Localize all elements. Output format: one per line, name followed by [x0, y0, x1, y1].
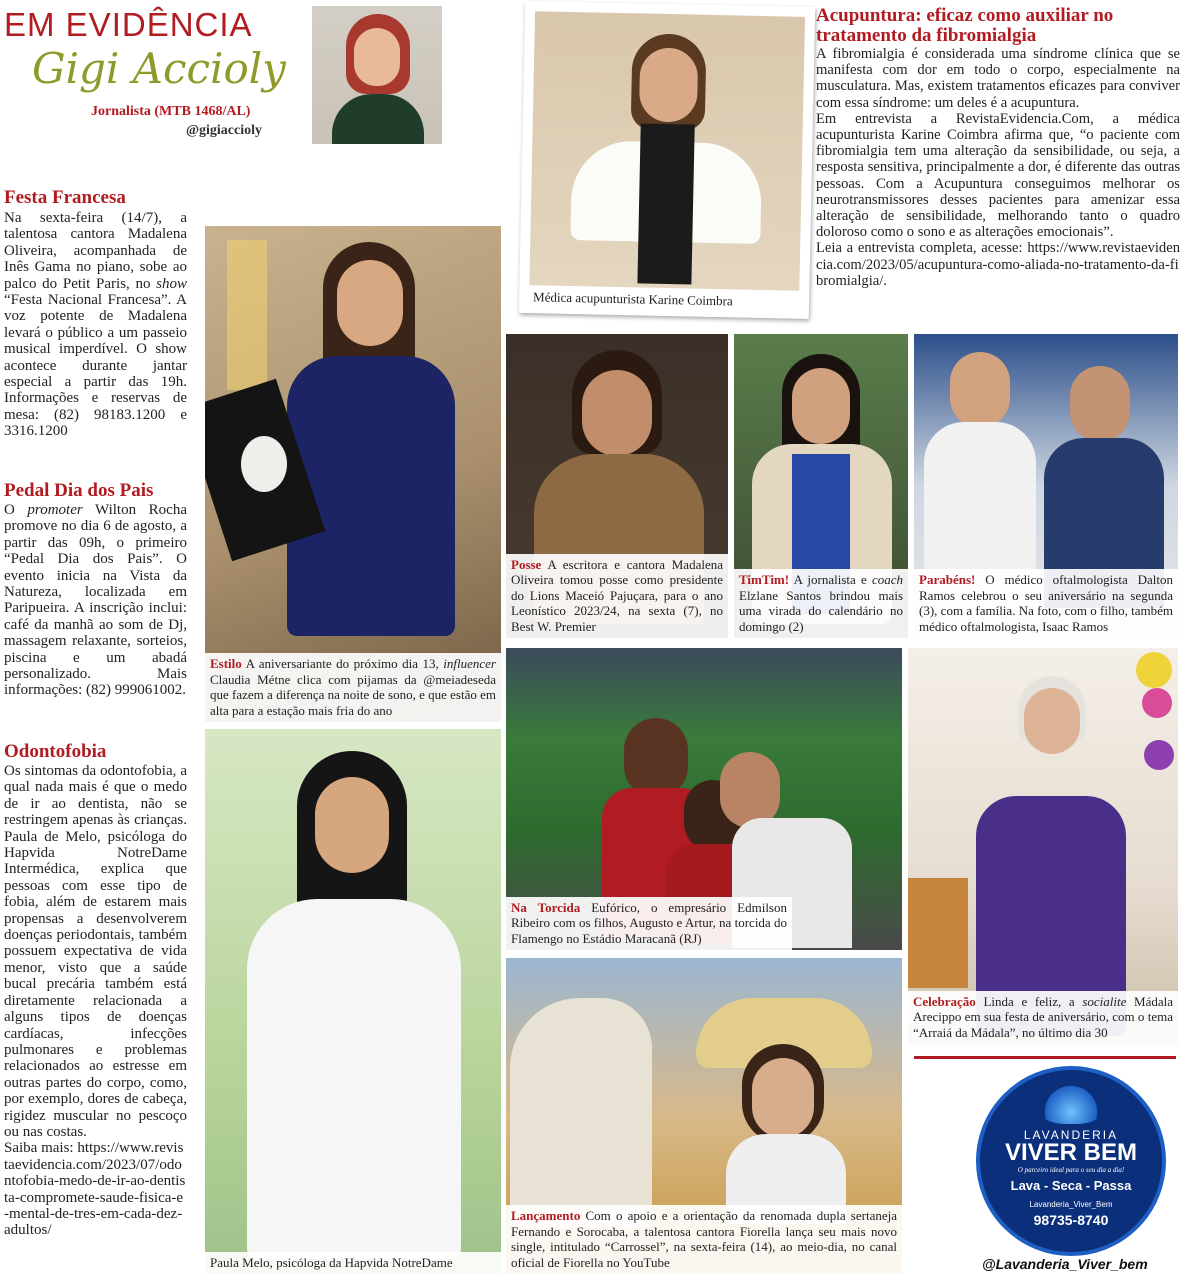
- acupuntura-title: Acupuntura: eficaz como auxiliar no tratamento da fibromialgia: [816, 5, 1114, 46]
- ad-lavanderia[interactable]: [976, 1066, 1166, 1256]
- ad-wave-icon: [1038, 1084, 1104, 1124]
- lancamento-caption: Lançamento Com o apoio e a orientação da renomada dupla sertaneja Fernando e Sorocaba, a talentosa cantora Fiorella lança seu mais novo single, intitulado “Carrossel”, na sexta-feira (14), ao meio-dia, no canal oficial de Fiorella no YouTube: [506, 1205, 902, 1274]
- columnist-name: Gigi Accioly: [32, 44, 286, 93]
- columnist-role: Jornalista (MTB 1468/AL): [91, 104, 251, 119]
- pedal-title: Pedal Dia dos Pais: [4, 480, 154, 501]
- ad-tagline: O parceiro ideal para o seu dia a dia!: [1017, 1166, 1125, 1174]
- festa-body: Na sexta-feira (14/7), a talentosa cantora Madalena Oliveira, acompanhada de Inês Gama no piano, sobe ao palco do Petit Paris, no show “Festa Nacional Francesa”. A voz potente de Madalena levará o público a um passeio musical imperdível. O show acontece durante jantar especial a partir das 19h. Informações e reservas de mesa: (82) 98183.1200 e 3316.1200: [4, 210, 187, 440]
- section-title: EM EVIDÊNCIA: [4, 6, 253, 43]
- paula-caption: Paula Melo, psicóloga da Hapvida NotreDame: [205, 1252, 501, 1275]
- odonto-title: Odontofobia: [4, 741, 107, 762]
- torcida-caption: Na Torcida Eufórico, o empresário Edmilson Ribeiro com os filhos, Augusto e Artur, na torcida do Flamengo no Estádio Maracanã (RJ): [506, 897, 792, 951]
- paula-photo: [205, 729, 501, 1274]
- karine-caption: Médica acupunturista Karine Coimbra: [532, 289, 733, 309]
- karine-photo-frame: [519, 1, 815, 319]
- parabens-photo: [914, 334, 1178, 638]
- acupuntura-p1: A fibromialgia é considerada uma síndrome clínica que se manifesta com dor em todo o corpo, especialmente na musculatura. Mas, existem tratamentos eficazes para conviver com essa síndrome: um deles é a acupuntura.: [816, 46, 1180, 111]
- ad-handle[interactable]: @Lavanderia_Viver_bem: [982, 1256, 1148, 1272]
- lancamento-photo: [506, 958, 902, 1274]
- posse-photo: [506, 334, 728, 638]
- odonto-body: Os sintomas da odontofobia, a qual nada mais é que o medo de ir ao dentista, não se restringem apenas às crianças. Paula de Melo, psicóloga do Hapvida NotreDame Intermédica, explica que pessoas com esse tipo de fobia, além de estarem mais propensas a desenvolverem doenças periodontais, também possuem expectativa de vida menor, visto que a saúde bucal precária também está diretamente relacionada a alguns tipos de doenças cardíacas, infecções pulmonares e problemas relacionados ao estresse em outras partes do corpo, como, por exemplo, dores de cabeça, rigidez muscular no pescoço ou nas costas. Saiba mais: https://www.revistaevidencia.com/2023/07/odontofobia-medo-de-ir-ao-dentista-compromete-saude-fisica-e-mental-de-tres-em-cada-dez-adultos/: [4, 763, 187, 1239]
- posse-caption: Posse A escritora e cantora Madalena Oliveira tomou posse como presidente do Lions Maceió Pajuçara, para o ano Leonístico 2023/24, na sexta (7), no Best W. Premier: [506, 554, 728, 639]
- timtim-photo: [734, 334, 908, 638]
- karine-photo: [529, 11, 805, 291]
- columnist-photo: [312, 6, 442, 144]
- ad-top: LAVANDERIA: [1023, 1128, 1119, 1142]
- pedal-body: O promoter Wilton Rocha promove no dia 6 de agosto, a partir das 09h, o primeiro “Pedal Dia dos Pais”. O evento inicia na Vista da Natureza, localizada em Paripueira. A inscrição inclui: café da manhã ao som de Dj, massagem relaxante, sorteios, piscina e um abadá personalizado. Mais informações: (82) 999061002.: [4, 502, 187, 699]
- estilo-caption: Estilo A aniversariante do próximo dia 13, influencer Claudia Métne clica com pijamas da @meiadeseda que fazem a diferença na noite de sono, e que estão em alta para a estação mais fria do ano: [205, 653, 501, 722]
- estilo-photo: [205, 226, 501, 722]
- torcida-photo: [506, 648, 902, 950]
- acupuntura-p3: Leia a entrevista completa, acesse: https://www.revistaevidencia.com/2023/05/acupuntura-como-aliada-no-tratamento-da-fibromialgia/.: [816, 240, 1180, 289]
- ad-services: Lava - Seca - Passa: [1010, 1178, 1132, 1193]
- ad-instagram: Lavanderia_Viver_Bem: [1029, 1200, 1113, 1209]
- ad-phone: 98735-8740: [1033, 1212, 1109, 1228]
- celebracao-caption: Celebração Linda e feliz, a socialite Mádala Arecippo em sua festa de aniversário, com o tema “Arraiá da Mádala”, no último dia 30: [908, 991, 1178, 1045]
- timtim-caption: TimTim! A jornalista e coach Elzlane Santos brindou mais uma virada do calendário no domingo (2): [734, 569, 908, 638]
- parabens-caption: Parabéns! O médico oftalmologista Dalton Ramos celebrou o seu aniversário na segunda (3), com a família. Na foto, com o filho, também médico oftalmologista, Isaac Ramos: [914, 569, 1178, 638]
- ad-brand: VIVER BEM: [1004, 1139, 1138, 1166]
- celebracao-photo: [908, 648, 1178, 1044]
- festa-title: Festa Francesa: [4, 187, 126, 208]
- acupuntura-p2: Em entrevista a RevistaEvidencia.Com, a médica acupunturista Karine Coimbra afirma que, “o paciente com fibromialgia tem uma alteração da sensibilidade, ou seja, a resposta sensitiva, principalmente a dor, é diferente das outras pessoas. Com a Acupuntura conseguimos melhorar os neurotransmissores desses pacientes para amenizar essa alteração de sensibilidade, melhorando tanto o quadro doloroso como o sono e as alterações emocionais”.: [816, 110, 1180, 241]
- columnist-handle: @gigiaccioly: [186, 123, 263, 138]
- acupuntura-body: [816, 46, 1180, 289]
- divider: [914, 1056, 1176, 1059]
